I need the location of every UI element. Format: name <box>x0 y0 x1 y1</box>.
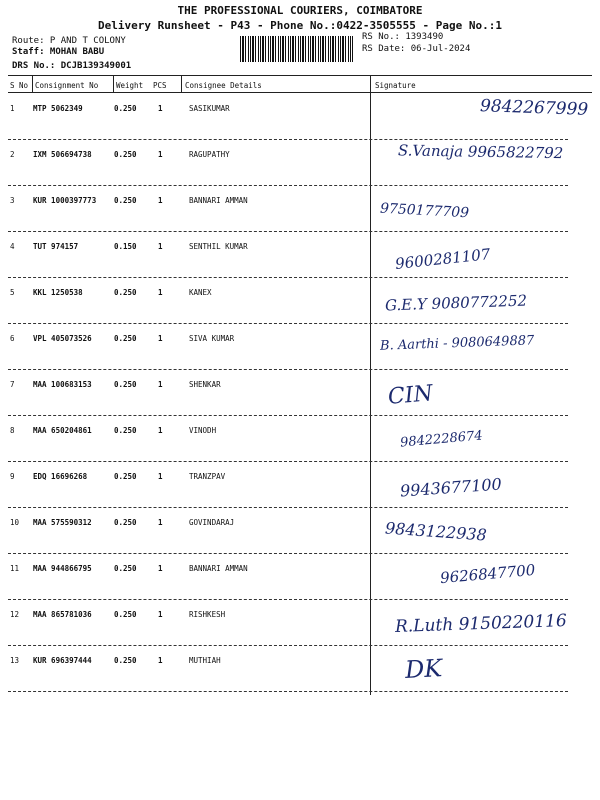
row-pcs: 1 <box>158 288 163 297</box>
row-consignee-name: KANEX <box>189 288 212 297</box>
row-weight: 0.250 <box>114 564 137 573</box>
row-weight: 0.250 <box>114 472 137 481</box>
row-consignee-name: RAGUPATHY <box>189 150 230 159</box>
row-pcs: 1 <box>158 104 163 113</box>
row-sno: 11 <box>10 564 20 573</box>
row-pcs: 1 <box>158 380 163 389</box>
row-consignment-no: MAA 865781036 <box>33 610 92 619</box>
column-divider <box>32 75 33 92</box>
row-consignment-no: KUR 696397444 <box>33 656 92 665</box>
row-consignment-no: MAA 575590312 <box>33 518 92 527</box>
row-pcs: 1 <box>158 150 163 159</box>
row-sno: 2 <box>10 150 15 159</box>
signature-handwriting: CIN <box>386 381 434 410</box>
row-pcs: 1 <box>158 242 163 251</box>
column-divider <box>113 75 114 92</box>
header-consignee: Consignee Details <box>185 81 262 90</box>
signature-handwriting: 9600281107 <box>394 245 492 273</box>
row-sno: 4 <box>10 242 15 251</box>
row-weight: 0.150 <box>114 242 137 251</box>
signature-handwriting: G.E.Y 9080772252 <box>384 291 528 315</box>
row-consignee-name: BANNARI AMMAN <box>189 564 248 573</box>
row-sno: 9 <box>10 472 15 481</box>
signature-handwriting: 9843122938 <box>384 518 488 545</box>
row-sno: 6 <box>10 334 15 343</box>
row-consignment-no: VPL 405073526 <box>33 334 92 343</box>
column-divider <box>181 75 182 92</box>
header-sno: S No <box>10 81 29 90</box>
signature-handwriting: 9842228674 <box>399 428 484 451</box>
row-consignee-name: SHENKAR <box>189 380 221 389</box>
row-weight: 0.250 <box>114 288 137 297</box>
row-consignment-no: MTP 5062349 <box>33 104 83 113</box>
row-pcs: 1 <box>158 564 163 573</box>
staff-label: Staff: MOHAN BABU <box>12 47 105 57</box>
row-consignment-no: MAA 944866795 <box>33 564 92 573</box>
row-consignee-name: MUTHIAH <box>189 656 221 665</box>
row-sno: 7 <box>10 380 15 389</box>
table-header-border <box>8 92 592 93</box>
row-consignment-no: EDQ 16696268 <box>33 472 88 481</box>
row-consignment-no: IXM 506694738 <box>33 150 92 159</box>
signature-handwriting: 9842267999 <box>479 96 589 120</box>
header-consignment: Consignment No <box>35 81 99 90</box>
row-consignee-name: SASIKUMAR <box>189 104 230 113</box>
rs-date: RS Date: 06-Jul-2024 <box>362 44 471 54</box>
row-sno: 8 <box>10 426 15 435</box>
row-pcs: 1 <box>158 426 163 435</box>
row-consignment-no: TUT 974157 <box>33 242 79 251</box>
signature-handwriting: S.Vanaja 9965822792 <box>397 141 564 163</box>
row-sno: 13 <box>10 656 20 665</box>
header-pcs: PCS <box>153 81 167 90</box>
row-weight: 0.250 <box>114 196 137 205</box>
row-weight: 0.250 <box>114 150 137 159</box>
row-pcs: 1 <box>158 518 163 527</box>
row-pcs: 1 <box>158 334 163 343</box>
route-label: Route: P AND T COLONY <box>12 36 126 46</box>
signature-handwriting: R.Luth 9150220116 <box>394 611 568 637</box>
row-pcs: 1 <box>158 472 163 481</box>
row-weight: 0.250 <box>114 104 137 113</box>
rs-number: RS No.: 1393490 <box>362 32 444 42</box>
row-separator <box>8 691 568 692</box>
row-sno: 1 <box>10 104 15 113</box>
row-sno: 12 <box>10 610 20 619</box>
table-row <box>8 186 568 232</box>
row-weight: 0.250 <box>114 610 137 619</box>
row-consignment-no: MAA 100683153 <box>33 380 92 389</box>
row-sno: 10 <box>10 518 20 527</box>
signature-handwriting: DK <box>404 654 443 684</box>
table-top-border <box>8 75 592 76</box>
row-sno: 5 <box>10 288 15 297</box>
signature-handwriting: B. Aarthi - 9080649887 <box>379 333 535 354</box>
row-weight: 0.250 <box>114 426 137 435</box>
row-pcs: 1 <box>158 196 163 205</box>
row-consignment-no: KKL 1250538 <box>33 288 83 297</box>
row-weight: 0.250 <box>114 518 137 527</box>
runsheet-subtitle: Delivery Runsheet - P43 - Phone No.:0422-3505555 - Page No.:1 <box>98 19 502 32</box>
row-pcs: 1 <box>158 656 163 665</box>
header-weight: Weight <box>116 81 144 90</box>
row-consignee-name: SIVA KUMAR <box>189 334 235 343</box>
row-consignee-name: SENTHIL KUMAR <box>189 242 248 251</box>
row-consignee-name: BANNARI AMMAN <box>189 196 248 205</box>
signature-handwriting: 9943677100 <box>399 474 503 501</box>
header-signature: Signature <box>375 81 416 90</box>
signature-handwriting: 9750177709 <box>379 200 470 222</box>
drs-number: DRS No.: DCJB139349001 <box>12 61 132 71</box>
row-weight: 0.250 <box>114 334 137 343</box>
row-consignee-name: GOVINDARAJ <box>189 518 235 527</box>
row-consignee-name: VINODH <box>189 426 217 435</box>
row-weight: 0.250 <box>114 380 137 389</box>
row-sno: 3 <box>10 196 15 205</box>
row-consignment-no: MAA 650204861 <box>33 426 92 435</box>
row-weight: 0.250 <box>114 656 137 665</box>
row-consignee-name: RISHKESH <box>189 610 226 619</box>
company-title: THE PROFESSIONAL COURIERS, COIMBATORE <box>177 4 423 17</box>
row-pcs: 1 <box>158 610 163 619</box>
table-row <box>8 646 568 692</box>
table-row <box>8 416 568 462</box>
row-consignee-name: TRANZPAV <box>189 472 226 481</box>
row-consignment-no: KUR 1000397773 <box>33 196 97 205</box>
signature-handwriting: 9626847700 <box>439 560 537 588</box>
table-row <box>8 370 568 416</box>
barcode-image <box>240 36 353 62</box>
